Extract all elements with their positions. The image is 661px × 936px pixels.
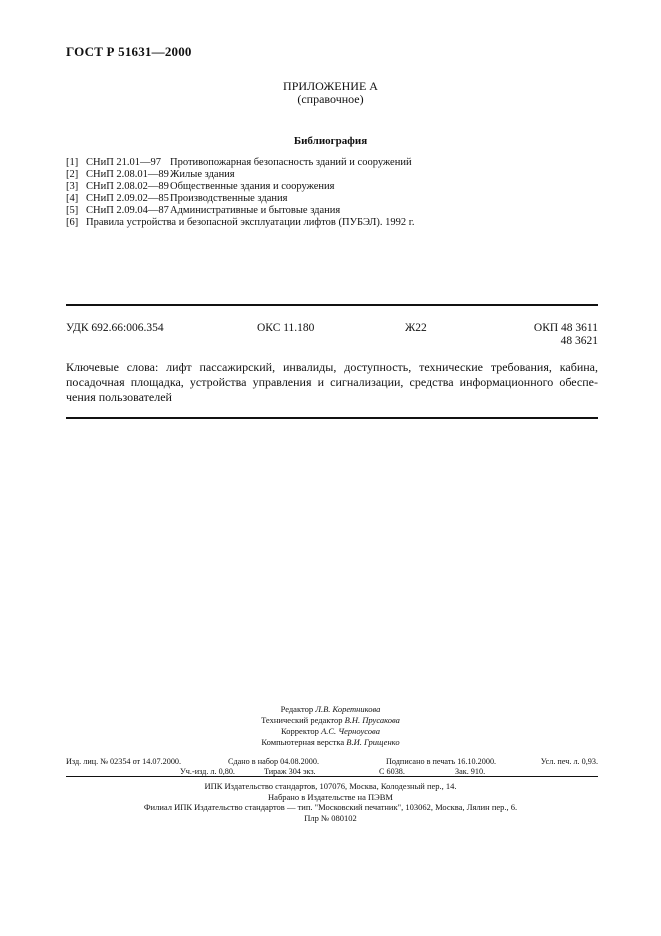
bibliography-item-number: [5] [66, 205, 79, 216]
layout-name: В.И. Грищенко [346, 737, 400, 747]
okp-code-1: ОКП 48 3611 [533, 322, 598, 334]
tech-editor-line [0, 715, 661, 726]
keywords-paragraph: Ключевые слова: лифт пассажирский, инвалиды, доступность, технические требования, кабина, посадочная площадка, устройства управления и сигнализации, средства информационного обеспе-чения пользователей [66, 360, 598, 404]
bibliography-item-code: СНиП 21.01—97 [86, 157, 162, 168]
circulation-info: Тираж 304 экз. [264, 767, 316, 776]
bibliography-item-title: Общественные здания и сооружения [170, 181, 335, 192]
print-info-row [66, 757, 598, 767]
okp-code-2: 48 3621 [560, 335, 598, 347]
okp-codes [527, 322, 598, 348]
bibliography-item [66, 217, 415, 229]
divider-print [66, 776, 598, 777]
layout-line [0, 737, 661, 748]
bibliography-title: Библиография [293, 135, 368, 147]
edu-sheets-info: Уч.-изд. л. 0,80. [180, 767, 235, 776]
bibliography-item-number: [4] [66, 193, 79, 204]
bibliography-item-title: Противопожарная безопасность зданий и сооружений [170, 157, 412, 168]
bibliography-item-number: [6] [66, 217, 79, 228]
bibliography-item-number: [1] [66, 157, 79, 168]
editor-name: Л.В. Коретникова [315, 704, 381, 714]
order-info: Зак. 910. [455, 767, 486, 776]
tech-editor-name: В.Н. Прусакова [344, 715, 400, 725]
bibliography-item-title: Производственные здания [170, 193, 288, 204]
divider-bottom [66, 417, 598, 419]
editor-line [0, 704, 661, 715]
zh-code: Ж22 [405, 322, 427, 334]
bibliography-item-code: СНиП 2.08.01—89 [86, 169, 169, 180]
print-info [66, 757, 598, 777]
signed-info: Подписано в печать 16.10.2000. [386, 757, 497, 766]
print-sheets-info: Усл. печ. л. 0,93. [540, 757, 598, 766]
c-number-info: С 6038. [379, 767, 405, 776]
publisher-line: ИПК Издательство стандартов, 107076, Москва, Колодезный пер., 14. [204, 781, 457, 791]
corrector-name: А.С. Черноусова [321, 726, 380, 736]
publisher-line: Филиал ИПК Издательство стандартов — тип. "Московский печатник", 103062, Москва, Лялин пер., 6. [143, 802, 518, 812]
bibliography-item [66, 181, 415, 193]
editor-label: Редактор [280, 704, 314, 714]
document-code: ГОСТ Р 51631—2000 [66, 44, 192, 59]
license-info: Изд. лиц. № 02354 от 14.07.2000. [66, 757, 182, 766]
bibliography-item-code: СНиП 2.08.02—89 [86, 181, 169, 192]
appendix-heading [0, 80, 661, 106]
corrector-line [0, 726, 661, 737]
publisher-line: Набрано в Издательстве на ПЭВМ [268, 791, 393, 802]
oks-code: ОКС 11.180 [257, 322, 315, 334]
bibliography-item-title: Жилые здания [170, 169, 235, 180]
corrector-label: Корректор [281, 726, 319, 736]
bibliography-item [66, 169, 415, 181]
bibliography-item [66, 157, 415, 169]
bibliography-item [66, 205, 415, 217]
publisher-line: Плр № 080102 [304, 812, 357, 823]
layout-label: Компьютерная верстка [261, 737, 345, 747]
bibliography-item-title: Административные и бытовые здания [170, 205, 341, 216]
bibliography-item-number: [2] [66, 169, 79, 180]
bibliography-list [66, 157, 415, 229]
bibliography-item-code: СНиП 2.09.04—87 [86, 205, 169, 216]
udk-code: УДК 692.66:006.354 [66, 322, 164, 334]
bibliography-item-code: СНиП 2.09.02—85 [86, 193, 169, 204]
bibliography-item-title: Правила устройства и безопасной эксплуатации лифтов (ПУБЭЛ). 1992 г. [86, 217, 415, 228]
editors-block [0, 704, 661, 748]
appendix-subtitle: (справочное) [297, 92, 364, 106]
tech-editor-label: Технический редактор [261, 715, 343, 725]
publisher-block [0, 781, 661, 823]
bibliography-item-number: [3] [66, 181, 79, 192]
appendix-title: ПРИЛОЖЕНИЕ А [283, 79, 378, 93]
bibliography-item [66, 193, 415, 205]
submitted-info: Сдано в набор 04.08.2000. [228, 757, 320, 766]
divider-top [66, 304, 598, 306]
